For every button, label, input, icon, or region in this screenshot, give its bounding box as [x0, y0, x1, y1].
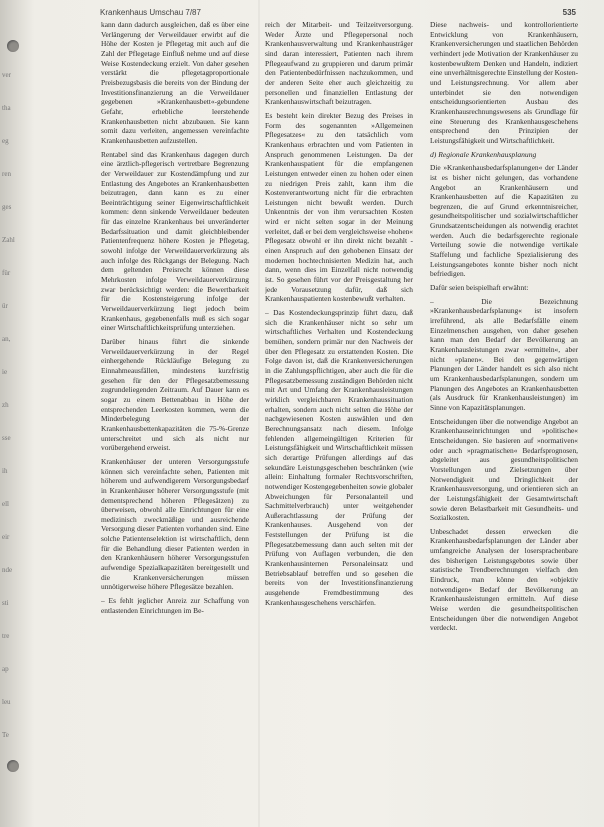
paragraph: – Es fehlt jeglicher Anreiz zur Schaffung von entlastenden Einrichtungen im Be- — [101, 596, 249, 615]
paragraph: Darüber hinaus führt die sinkende Verweildauerverkürzung in der Regel einhergehende Rückläufige Belegung zu Einnahmeausfällen, mindestens kurzfristig gesehen für den der Pflegesatzbemessung zugrundeliegenden Zeitraum. Auf Dauer kann es sogar zu einem Bettenabbau in Höhe der entsprechenden Leerkosten kommen, wenn die Minderbelegung der Krankenhausbettenkapazitäten die 75-%-Grenze unterschreitet und sich als nicht nur vorübergehend erweist. — [101, 337, 249, 453]
paragraph: – Das Kostendeckungsprinzip führt dazu, daß sich die Krankenhäuser nicht so sehr um wirtschaftliches Verhalten und Kostendeckung bemühen, sondern primär nur den Nachweis der über den Pflegesatz zu erstattenden Kosten. Die Folge davon ist, daß die Krankenversicherungen in die Zahlungspflichtigen, aber auch die für die Pflegesatzbemessung zuständigen Behörden nicht mit Art und Umfang der Krankenhausleistungen wirklich vergleichbaren Krankenhaussituation erhalten, sondern auch nicht selten die Höhe der nachgewiesenen Kosten auswählen und den Berechnungsansatz nach diesem. Infolge fehlenden allgemeingültigen Kriterien für Leistungsfähigkeit und Wirtschaftlichkeit müssen sich derartige Prüfungen allerdings auf das sekundäre Leistungsgeschehen beschränken (wie allein: Einhaltung formaler Rechtsvorschriften, notwendiger Kostengegebenheiten sowie globaler Abweichungen für Personalanteil und Sachmittelverbrauch) unter weitgehender Außerachtlassung der Prüfung der Krankenhauses. Ausgehend von der Feststellungen der Prüfung ist die Pflegesatzbemessung dann auch selten mit der Prüfung von Auflagen verbunden, die den Krankenhausinternen Personaleinsatz und Betriebsablauf betreffen und so gesehen die bereits von der Investitionsfinanzierung ausgehende Fremdbestimmung des Krankenhausgeschehens verschärfen. — [265, 308, 413, 607]
binding-text-fragment: für — [2, 269, 11, 277]
binding-text-fragment: Te — [2, 731, 9, 739]
binding-text-fragment: ih — [2, 467, 8, 475]
binding-text-fragment: tha — [2, 104, 11, 112]
paragraph: Krankenhäuser der unteren Versorgungsstufe können sich vereinfachte sehen, Patienten mit höherem und aufwendigerem Versorgungsbedarf in Krankenhäuser höherer Versorgungsstufe (mit dementsprechend höheren Pflegesätzen) zu überweisen, obwohl alle Einrichtungen für eine medizinisch zweckmäßige und ausreichende Versorgung dieser Patienten vorhanden sind. Eine solche Patientenselektion ist wirtschaftlich, denn für die Behandlung dieser Patienten werden in den Krankenhäusern höherer Versorgungsstufen aufwendige Spezialkapazitäten bereitgestellt und die Krankenversicherungen müssen unnötigerweise höhere Pflegesätze bezahlen. — [101, 456, 249, 592]
paragraph: Entscheidungen über die notwendige Angebot an Krankenhauseinrichtungen und »politische« Entscheidungen. Sie basieren auf »normativen« oder auch »pragmatischen« Bedarfsprognosen, abgeleitet aus gesundheitspolitischen Vorstellungen und Zielsetzungen über Notwendigkeit und Dringlichkeit der Krankenhausversorgung, und orientieren sich an der Leistungsfähigkeit der Gesamtwirtschaft sowie deren Belastbarkeit mit Gesundheits- und Sozialkosten. — [430, 416, 578, 523]
punch-hole — [7, 40, 19, 52]
binding-edge — [0, 0, 34, 827]
paragraph: Dafür seien beispielhaft erwähnt: — [430, 283, 529, 293]
paragraph: reich der Mitarbeit- und Teilzeitversorgung. Weder Ärzte und Pflegepersonal noch Krankenhausverwaltung und Krankenhausträger sind daran interessiert, Patienten nach ihrem Pflegeaufwand zu gruppieren und darum primär den Patientenbedürfnissen nachzukommen, und der anderen Seite eher auch gleichzeitig zu personellen und finanziellen Entlastung der Krankenhauswirtschaft beizutragen. — [265, 20, 413, 107]
binding-text-fragment: eg — [2, 137, 9, 145]
binding-text-fragment: leu — [2, 698, 11, 706]
binding-text-fragment: Zahl — [2, 236, 15, 244]
binding-text-fragment: zh — [2, 401, 9, 409]
binding-text-fragment: ell — [2, 500, 9, 508]
paragraph: Rentabel sind das Krankenhaus dagegen durch eine ärztlich-pflegerisch vertretbare Begrenzung der Verweildauer zur Kostendämpfung und zur Entlastung des Angebotes an Krankenhausbetten beizutragen, dann kann es zu einer Beeinträchtigung seiner Eigenwirtschaftlichkeit kommen: denn sinkende Verweildauer bedeuten für das einzelne Krankenhaus bei unveränderter Bedarfssituation und damit gleichbleibender Patientenfrequenz höhere Kosten je Pflegetag, sowohl infolge der Verweildauerverkürzung als auch infolge des Rückgangs der Belegung. Nach dem geltenden Preisrecht können diese Mehrkosten infolge Verweildauerverkürzung zwar berücksichtigt werden: die Bewertbarkeit für die Kostensteigerung infolge der Verweildauerverkürzung liegt jedoch beim Krankenhaus, gegebenenfalls muß es sich sogar einer Wirtschaftlichkeitsprüfung unterziehen. — [101, 149, 249, 333]
binding-text-fragment: ie — [2, 368, 8, 376]
paragraph: Diese nachweis- und kontrollorientierte Entwicklung von Krankenhäusern, Krankenversicherungen und staatlichen Behörden verhindert jede Motivation der Krankenhäuser zu kostenbewußtem Denken und Handeln, indiziert eine unverhältnisgerechte Einstellung der Kosten- und Leistungsrechnung. Vor allem aber unterbindet sie den notwendigen entscheidungsorientierten Ausbau des Krankenhausrechnungswesens als Grundlage für eine Steuerung des Krankenhausgeschehens entsprechend den Prinzipien der Leistungsfähigkeit und Wirtschaftlichkeit. — [430, 20, 578, 145]
binding-text-fragment: nde — [2, 566, 13, 574]
paragraph: Unbeschadet dessen erwecken die Krankenhausbedarfsplanungen der Länder aber umfangreiche Analysen der losersprachenbare des bisherigen Leistungsgebotes sowie über statistische Trendberechnungen vielfach den Eindruck, man könne den »objektiv notwendigen« Bedarf der Bevölkerung an Krankenhausleistungen ermitteln. Auf diese Weise werden die gesundheitspolitischen Entscheidungen über die notwendigen Angebot verdeckt. — [430, 526, 578, 633]
paragraph: Es besteht kein direkter Bezug des Preises in Form des sogenannten »Allgemeinen Pflegesatzes« zu den tatsächlich vom Krankenhaus erbrachten und vom Patienten in Anspruch genommenen Leistungen. Da der Krankenhauspatient für die empfangenen Leistungen entweder einen zu hohen oder einen zu niedrigen Preis zahlt, kann ihm die Kostenverantwortung nicht für die erbrachten Leistungen nicht bewußt werden. Durch Unkenntnis der von ihm verursachten Kosten wird er nicht selten sogar in der Meinung verleitet, daß er bei dem vergleichsweise »hohen« Pflegesatz obwohl er ihn direkt nicht bezahlt - einen Anspruch auf den gehobenen Einsatz der modernen hochtechnisierten Medizin hat, auch dann, wenn dies im Einzelfall nicht notwendig ist. So gesehen führt vor der Preisgestaltung her jede Vorausetzung dafür, daß sich Krankenhauspatienten kostenbewußt verhalten. — [265, 110, 413, 304]
punch-hole — [7, 760, 19, 772]
text-column-1 — [101, 20, 249, 820]
binding-text-fragment: ren — [2, 170, 11, 178]
binding-text-fragment: an, — [2, 335, 11, 343]
binding-text-fragment: tre — [2, 632, 10, 640]
binding-text-fragment: ür — [2, 302, 8, 310]
page-fold-shadow — [258, 0, 260, 827]
binding-text-fragment: sti — [2, 599, 9, 607]
binding-text-fragment: ges — [2, 203, 12, 211]
binding-text-fragment: eir — [2, 533, 10, 541]
journal-title: Krankenhaus Umschau 7/87 — [100, 8, 201, 17]
text-column-3 — [430, 20, 578, 820]
binding-text-fragment: ap — [2, 665, 9, 673]
text-column-2 — [265, 20, 413, 820]
binding-text-fragment: sse — [2, 434, 11, 442]
page-number: 535 — [562, 8, 576, 17]
paragraph: Die »Krankenhausbedarfsplanungen« der Länder ist es bisher nicht gelungen, das vorhandene Angebot an Krankenhäusern und Krankenhausbetten auf die Kapazitäten zu begrenzen, die auf Grund erkenntnisreicher, gesundheitspolitischer und sozialwirtschaftlicher Grundsatzentscheidungen als notwendig erachtet werden. Auch die bedarfsgerechte regionale Verteilung sowie die notwendige vertikale Staffelung und fachliche Spezialisierung des Leistungsangebotes konnte bisher noch nicht befriedigen. — [430, 163, 578, 279]
binding-text-fragment: ver — [2, 71, 11, 79]
section-heading: d) Regionale Krankenhausplanung — [430, 149, 537, 159]
paragraph: – Die Bezeichnung »Krankenhausbedarfsplanung« ist insofern irreführend, als alle Bedarfsfälle einem Einzelmenschen ausgehen, von daher gesehen kann man den Bedarf der Bevölkerung an Krankenhausleistungen zwar »ermitteln«, aber nicht »planen«. Bei den gegenwärtigen Planungen der Länder handelt es sich also nicht um Krankenhausbedarfsplanungen, sondern um Planungen des Angebotes an Krankenhausbetten (als Ausdruck für Krankenhausleistungen) im Sinne von Kapazitätsplanungen. — [430, 296, 578, 412]
running-header — [100, 8, 576, 20]
paragraph: kann dann dadurch ausgleichen, daß es über eine Verlängerung der Verweildauer erwirbt auf die Höhe der Kosten je Pflegetag mit auch auf die Zahl der Pflegetage Einfluß nehme und auf diese Weise Kostendeckung erzielt. Von daher gesehen verstärkt die pflegetagproportionale Preisbezugsbasis die bereits von der Bindung der Investitionsfinanzierung an die Verweildauer gegebenen »Krankenhausbett«-gebundene Gefahr, erhebliche leerstehende Krankenhausbetten nicht abzubauen. Sie kann somit dazu verleiten, angemessen vereinfachte Krankenhausbetten aufzustellen. — [101, 20, 249, 145]
